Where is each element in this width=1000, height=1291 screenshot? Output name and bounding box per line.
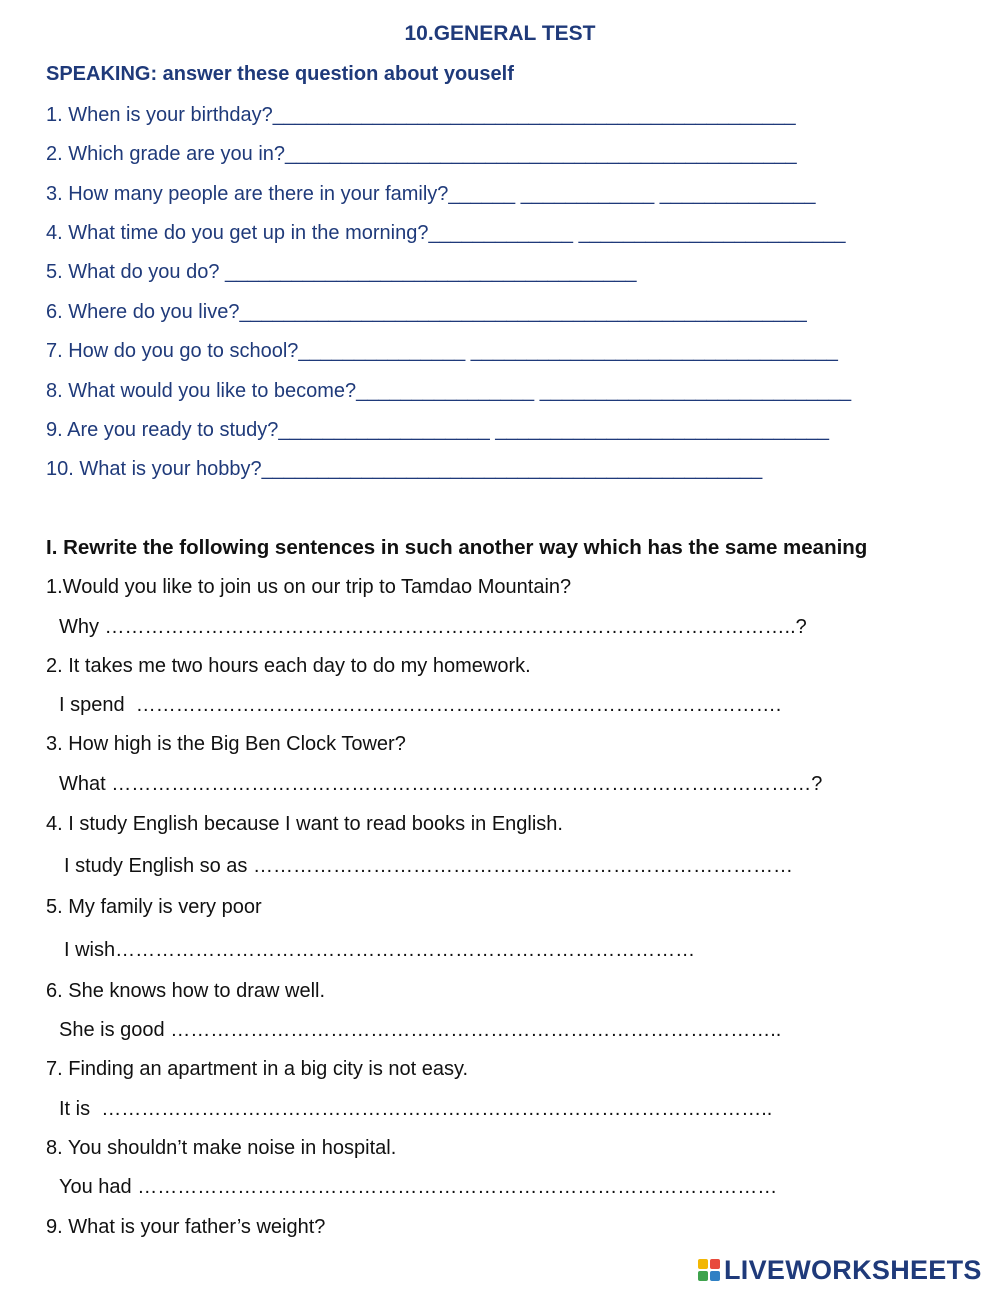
speaking-question-6[interactable]: 6. Where do you live?___________________________________________________ [46,301,807,323]
rewrite-answer-8[interactable]: You had …………………………………………………………………………………… [59,1176,778,1198]
speaking-question-1[interactable]: 1. When is your birthday?_______________________________________________ [46,104,796,126]
page-title: 10.GENERAL TEST [404,22,596,45]
rewrite-answer-4[interactable]: I study English so as ……………………………………………………………………… [64,855,793,877]
rewrite-sentence-6: 6. She knows how to draw well. [46,980,326,1002]
speaking-question-5[interactable]: 5. What do you do? _____________________________________ [46,261,637,283]
rewrite-answer-3[interactable]: What ……………………………………………………………………………………………? [59,773,823,795]
logo-mark-icon [698,1259,720,1281]
rewrite-answer-7[interactable]: It is ……………………………………………………………………………………….. [59,1098,773,1120]
speaking-question-4[interactable]: 4. What time do you get up in the morning?_____________ ________________________ [46,222,846,244]
speaking-question-3[interactable]: 3. How many people are there in your family?______ ____________ ______________ [46,183,816,205]
rewrite-sentence-2: 2. It takes me two hours each day to do my homework. [46,655,531,677]
speaking-question-2[interactable]: 2. Which grade are you in?______________________________________________ [46,143,797,165]
rewrite-sentence-8: 8. You shouldn’t make noise in hospital. [46,1137,397,1159]
rewrite-heading: I. Rewrite the following sentences in such another way which has the same meaning [46,536,868,559]
speaking-question-9[interactable]: 9. Are you ready to study?___________________ ______________________________ [46,419,829,441]
speaking-question-10[interactable]: 10. What is your hobby?_____________________________________________ [46,458,763,480]
rewrite-sentence-7: 7. Finding an apartment in a big city is not easy. [46,1058,469,1080]
rewrite-answer-6[interactable]: She is good ……………………………………………………………………………….. [59,1019,782,1041]
rewrite-sentence-5: 5. My family is very poor [46,896,262,918]
rewrite-sentence-4: 4. I study English because I want to read books in English. [46,813,563,835]
rewrite-answer-5[interactable]: I wish…………………………………………………………………………… [64,939,696,961]
speaking-question-8[interactable]: 8. What would you like to become?________________ ____________________________ [46,380,852,402]
rewrite-sentence-1: 1.Would you like to join us on our trip to Tamdao Mountain? [46,576,572,598]
rewrite-sentence-3: 3. How high is the Big Ben Clock Tower? [46,733,406,755]
rewrite-answer-1[interactable]: Why …………………………………………………………………………………………..? [59,616,807,638]
logo-text: LIVEWORKSHEETS [724,1254,982,1285]
speaking-question-7[interactable]: 7. How do you go to school?_______________ _________________________________ [46,340,838,362]
rewrite-sentence-9: 9. What is your father’s weight? [46,1216,326,1238]
rewrite-answer-2[interactable]: I spend ……………………………………………………………………………………. [59,694,782,716]
speaking-heading: SPEAKING: answer these question about youself [46,63,514,85]
liveworksheets-logo [698,1254,982,1286]
